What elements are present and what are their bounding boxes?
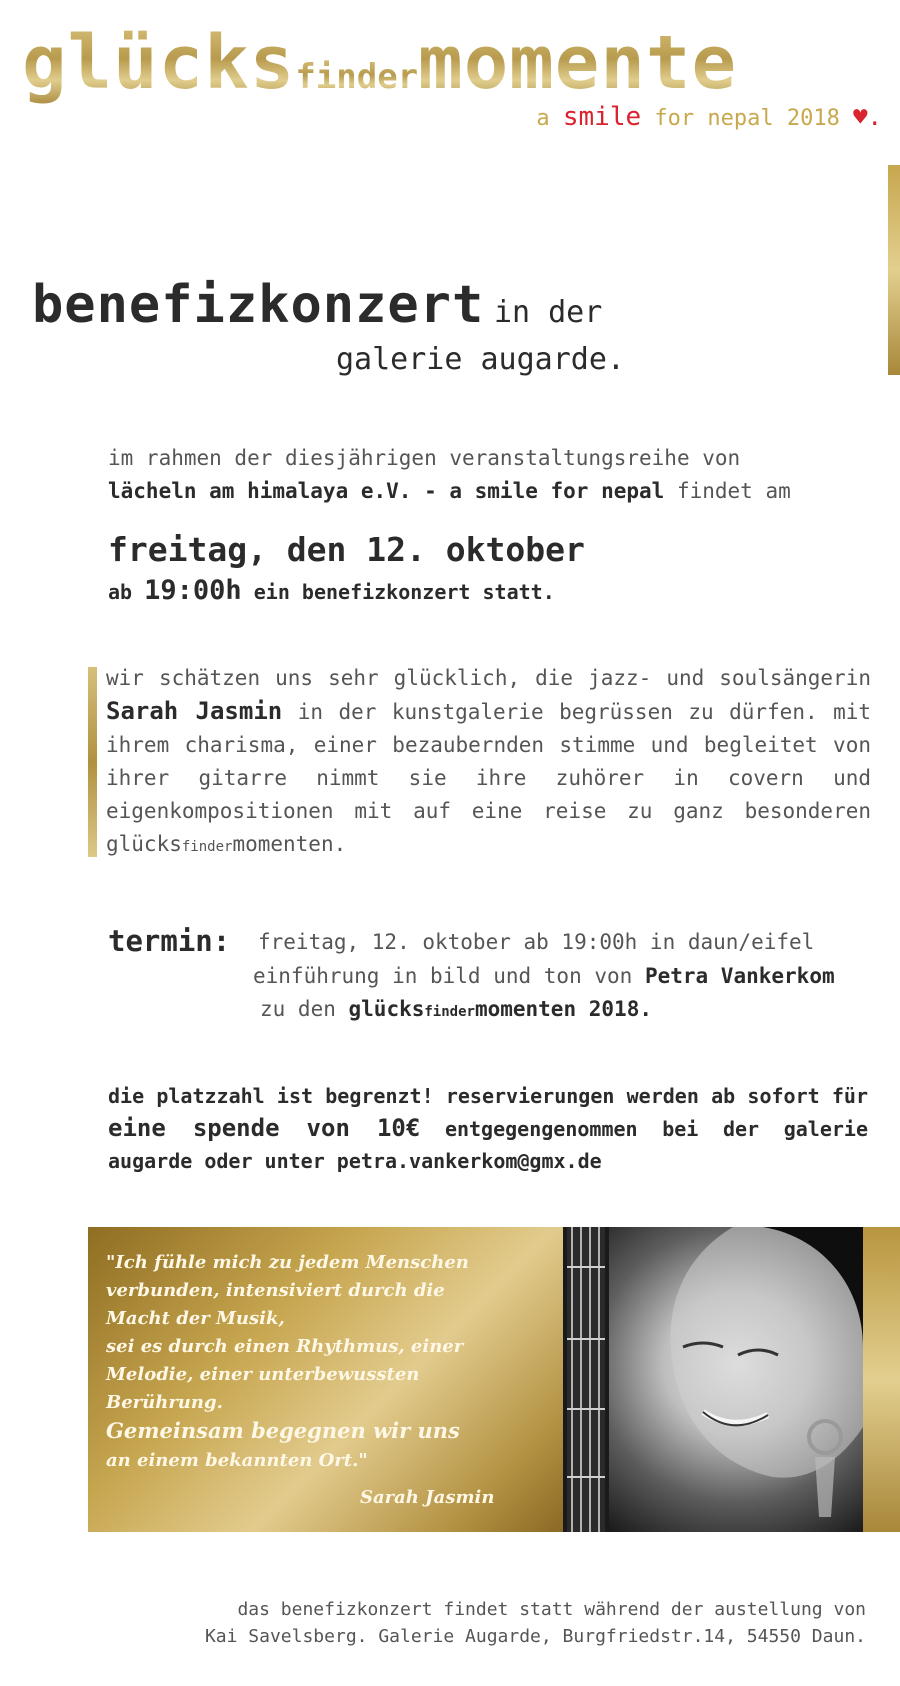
booking-highlight: eine spende von 10€ bbox=[108, 1114, 421, 1142]
page-title bbox=[32, 275, 602, 335]
brand-part-2: finder bbox=[295, 57, 419, 97]
intro-line-1: im rahmen der diesjährigen veranstaltungsreihe von bbox=[108, 446, 741, 470]
gold-accent-strip bbox=[888, 165, 900, 375]
quote-line-1: "Ich fühle mich zu jedem Menschen bbox=[106, 1252, 469, 1273]
guitar-neck-icon bbox=[563, 1227, 863, 1532]
footer-line-2: Kai Savelsberg. Galerie Augarde, Burgfriedstr.14, 54550 Daun. bbox=[204, 1626, 866, 1647]
brand-word-3: momenten bbox=[232, 832, 334, 856]
tagline bbox=[536, 102, 882, 132]
brand-word-1: glücks bbox=[106, 832, 182, 856]
artist-photo bbox=[563, 1227, 863, 1532]
organization-name: lächeln am himalaya e.V. - a smile for nepal bbox=[108, 479, 665, 503]
booking-part-2: entgegengenommen bei der galerie augarde oder unter petra.vankerkom@gmx.de bbox=[108, 1117, 869, 1173]
quote-line-2: verbunden, intensiviert durch die bbox=[106, 1280, 445, 1301]
brand-part-3: momente bbox=[418, 20, 738, 106]
brand-part-1: glücks bbox=[22, 20, 296, 106]
intro-tail: findet am bbox=[676, 479, 791, 503]
title-suffix: in der bbox=[493, 295, 603, 330]
presenter-name: Petra Vankerkom bbox=[644, 964, 835, 988]
title-main: benefizkonzert bbox=[32, 275, 485, 335]
termin-label: termin: bbox=[108, 924, 231, 958]
termin-line-2 bbox=[253, 964, 835, 988]
termin-line-3-pre: zu den bbox=[260, 997, 336, 1021]
booking-part-1: die platzzahl ist begrenzt! reservierungen werden ab sofort für bbox=[108, 1084, 868, 1108]
heart-icon: ♥. bbox=[853, 103, 882, 131]
event-time-line bbox=[108, 575, 555, 606]
time-prefix: ab bbox=[108, 580, 133, 604]
termin-line-1: freitag, 12. oktober ab 19:00h in daun/eifel bbox=[258, 930, 815, 954]
termin-word-1: glücks bbox=[348, 997, 425, 1021]
termin-line-3 bbox=[260, 997, 652, 1021]
artist-text-end: in der kunstgalerie begrüssen zu dürfen. mit ihrem charisma, einer bezaubernden stimme und begleitet von ihrer gitarre nimmt sie ihre zuhörer in covern und eigenkompositionen mit auf eine reise zu ganz besonderen bbox=[106, 700, 872, 823]
quote-panel bbox=[88, 1227, 563, 1532]
event-date: freitag, den 12. oktober bbox=[108, 530, 585, 569]
quote-line-6: Berührung. bbox=[106, 1392, 223, 1413]
quote-line-7: Gemeinsam begegnen wir uns bbox=[106, 1418, 460, 1443]
tagline-rest: for nepal 2018 bbox=[654, 106, 840, 131]
artist-text-start: wir schätzen uns sehr glücklich, die jazz- und soulsängerin bbox=[106, 666, 871, 690]
artist-dot: . bbox=[333, 832, 347, 856]
artist-accent-bar bbox=[88, 667, 97, 857]
brand-logo bbox=[22, 20, 737, 106]
booking-paragraph bbox=[108, 1080, 868, 1177]
termin-line-2-pre: einführung in bild und ton von bbox=[253, 964, 633, 988]
quote-line-4: sei es durch einen Rhythmus, einer bbox=[106, 1336, 464, 1357]
footer-line-1: das benefizkonzert findet statt während der austellung von bbox=[237, 1599, 866, 1620]
footer-note bbox=[190, 1596, 866, 1650]
quote-section bbox=[88, 1227, 900, 1532]
termin-word-2: finder bbox=[424, 1004, 475, 1020]
termin-year: 2018. bbox=[588, 997, 652, 1021]
time-suffix: ein benefizkonzert statt. bbox=[253, 580, 555, 604]
header bbox=[22, 20, 882, 140]
quote-line-8: an einem bekannten Ort." bbox=[106, 1450, 368, 1471]
event-time: 19:00h bbox=[144, 575, 242, 606]
tagline-a: a bbox=[536, 106, 550, 131]
quote-line-3: Macht der Musik, bbox=[106, 1308, 285, 1329]
brand-word-2: finder bbox=[181, 839, 233, 855]
quote-text bbox=[106, 1249, 546, 1475]
photo-gold-strip bbox=[863, 1227, 900, 1532]
tagline-smile: smile bbox=[562, 102, 642, 132]
quote-author: Sarah Jasmin bbox=[360, 1487, 495, 1508]
termin-word-3: momenten bbox=[474, 997, 577, 1021]
page-subtitle: galerie augarde. bbox=[336, 342, 625, 377]
quote-line-5: Melodie, einer unterbewussten bbox=[106, 1364, 420, 1385]
artist-name: Sarah Jasmin bbox=[106, 697, 283, 725]
artist-paragraph bbox=[106, 662, 871, 864]
intro-paragraph bbox=[108, 442, 868, 508]
